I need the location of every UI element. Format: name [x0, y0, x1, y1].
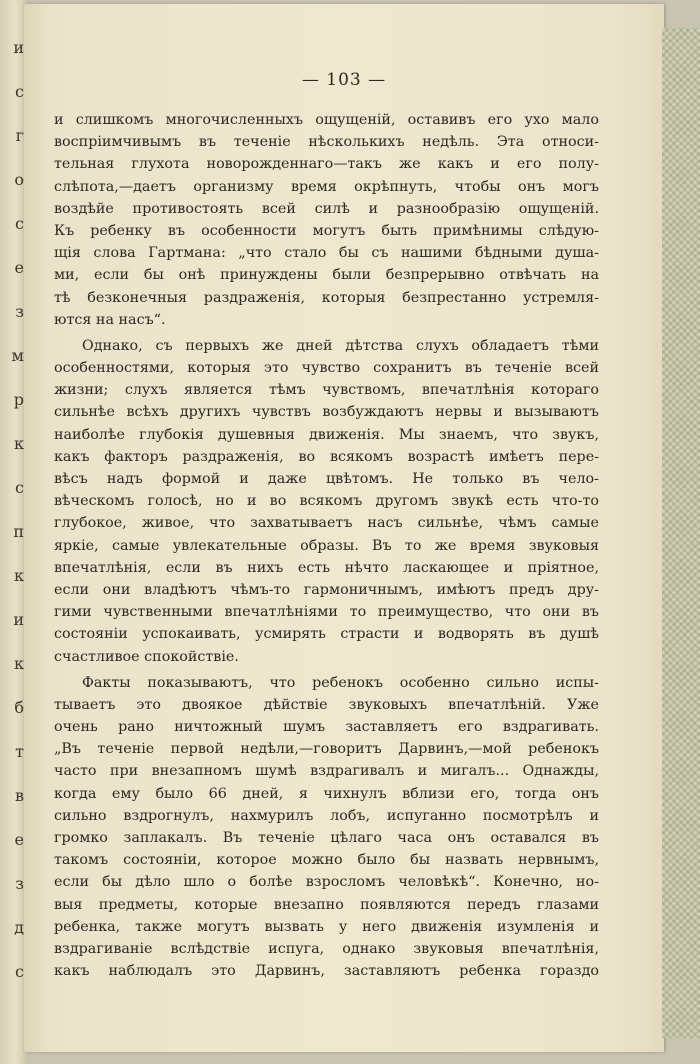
- text-line: какъ факторъ раздраженія, во всякомъ возрастѣ имѣетъ пере-: [54, 448, 599, 465]
- adjacent-page-fragment: б: [14, 698, 24, 717]
- text-line: сильнѣе всѣхъ другихъ чувствъ возбуждаютъ нервы и вызываютъ: [54, 404, 599, 421]
- adjacent-page-fragment: е: [14, 830, 24, 849]
- text-line: часто при внезапномъ шумѣ вздрагивалъ и мигалъ... Однажды,: [54, 763, 599, 780]
- text-line: жизни; слухъ является тѣмъ чувствомъ, впечатлѣнія котораго: [54, 382, 599, 399]
- text-line: очень рано ничтожный шумъ заставляетъ его вздрагивать.: [54, 719, 599, 736]
- text-line: вѣсъ надъ формой и даже цвѣтомъ. Не только въ чело-: [54, 471, 599, 487]
- text-line: сильно вздрогнулъ, нахмурилъ лобъ, испуганно посмотрѣлъ и: [54, 807, 599, 824]
- text-line: Къ ребенку въ особенности могутъ быть примѣнимы слѣдую-: [54, 222, 599, 239]
- adjacent-page-fragment: с: [15, 962, 24, 981]
- text-line: тельная глухота новорожденнаго—такъ же какъ и его полу-: [54, 156, 599, 173]
- text-line: ются на насъ“.: [54, 311, 166, 328]
- text-line: особенностями, которыя это чувство сохранитъ въ теченіе всей: [54, 360, 599, 377]
- paragraph-1: [54, 109, 599, 331]
- adjacent-page-fragment: т: [15, 742, 24, 761]
- adjacent-page-fragment: e: [14, 258, 24, 277]
- adjacent-page-fragment: к: [14, 434, 24, 453]
- text-line: состояніи успокаивать, усмирять страсти и водворять въ душѣ: [54, 626, 599, 643]
- text-line: счастливое спокойствіе.: [54, 648, 239, 665]
- text-line: „Въ теченіе первой недѣли,—говоритъ Дарвинъ,—мой ребенокъ: [54, 741, 599, 758]
- text-line: впечатлѣнія, если въ нихъ есть нѣчто ласкающее и пріятное,: [54, 559, 599, 576]
- text-line: вздрагиваніе вслѣдствіе испуга, однако звуковыя впечатлѣнія,: [54, 940, 599, 957]
- text-line: тываетъ это двоякое дѣйствіе звуковыхъ впечатлѣній. Уже: [54, 696, 599, 713]
- adjacent-page-fragment: о: [14, 170, 24, 189]
- adjacent-page-fragment: с: [15, 82, 24, 101]
- adjacent-page-fragment: д: [14, 918, 24, 937]
- body-text: [54, 109, 599, 986]
- text-line: гими чувственными впечатлѣніями то преимущество, что они въ: [54, 604, 599, 621]
- text-line: воспріимчивымъ въ теченіе нѣсколькихъ недѣль. Эта относи-: [54, 134, 599, 151]
- text-line: громко заплакалъ. Въ теченіе цѣлаго часа онъ оставался въ: [54, 830, 599, 846]
- text-line: воздѣйе противостоять всей силѣ и разнообразію ощущеній.: [54, 200, 599, 217]
- text-line: яркіе, самые увлекательные образы. Въ то же время звуковыя: [54, 537, 599, 554]
- text-line: щія слова Гартмана: „что стало бы съ нашими бѣдными душа-: [54, 245, 599, 262]
- adjacent-page-fragment: з: [15, 874, 24, 893]
- book-cover-edge: [662, 28, 700, 1038]
- text-line: выя предметы, которые внезапно появляются передъ глазами: [54, 896, 599, 913]
- text-line: какъ наблюдалъ это Дарвинъ, заставляютъ ребенка гораздо: [54, 963, 599, 980]
- book-page: [24, 4, 664, 1052]
- text-line: глубокое, живое, что захватываетъ насъ сильнѣе, чѣмъ самые: [54, 515, 599, 532]
- text-line: Однако, съ первыхъ же дней дѣтства слухъ обладаетъ тѣми: [82, 337, 599, 354]
- page-number: — 103 —: [301, 70, 387, 90]
- text-line: если они владѣютъ чѣмъ-то гармоничнымъ, имѣютъ предъ дру-: [54, 581, 599, 598]
- text-line: Факты показываютъ, что ребенокъ особенно сильно испы-: [82, 674, 599, 691]
- text-line: наиболѣе глубокія душевныя движенія. Мы знаемъ, что звукъ,: [54, 426, 599, 443]
- text-line: и слишкомъ многочисленныхъ ощущеній, оставивъ его ухо мало: [54, 112, 599, 128]
- adjacent-page-fragment: п: [13, 522, 24, 541]
- text-line: ребенка, также могутъ вызвать у него движенія изумленія и: [54, 918, 599, 935]
- text-line: тѣ безконечныя раздраженія, которыя безпрестанно устремля-: [54, 289, 599, 306]
- adjacent-page-fragment: г: [15, 126, 24, 145]
- adjacent-page-fragment: к: [14, 654, 24, 673]
- adjacent-page-fragment: с: [15, 214, 24, 233]
- text-line: ми, если бы онѣ принуждены были безпрерывно отвѣчать на: [54, 267, 599, 284]
- adjacent-page-fragment: и: [13, 38, 24, 57]
- text-line: вѣческомъ голосѣ, но и во всякомъ другомъ звукѣ есть что-то: [54, 493, 599, 510]
- adjacent-page-fragment: в: [14, 786, 24, 805]
- adjacent-page-fragment: и: [13, 610, 24, 629]
- adjacent-page-fragment: к: [14, 566, 24, 585]
- adjacent-page-fragment: р: [13, 390, 24, 409]
- adjacent-page-fragment: с: [15, 478, 24, 497]
- text-line: если бы дѣло шло о болѣе взросломъ человѣкѣ“. Конечно, но-: [54, 874, 599, 891]
- paragraph-3: [54, 672, 599, 983]
- paragraph-2: [54, 335, 599, 668]
- text-line: когда ему было 66 дней, я чихнулъ вблизи его, тогда онъ: [54, 785, 599, 802]
- adjacent-page-edge: [0, 0, 26, 1064]
- adjacent-page-fragment: з: [15, 302, 24, 321]
- text-line: такомъ состояніи, которое можно было бы назвать нервнымъ,: [54, 852, 599, 869]
- text-line: слѣпота,—даетъ организму время окрѣпнуть, чтобы онъ могъ: [54, 178, 599, 195]
- adjacent-page-fragment: м: [11, 346, 24, 365]
